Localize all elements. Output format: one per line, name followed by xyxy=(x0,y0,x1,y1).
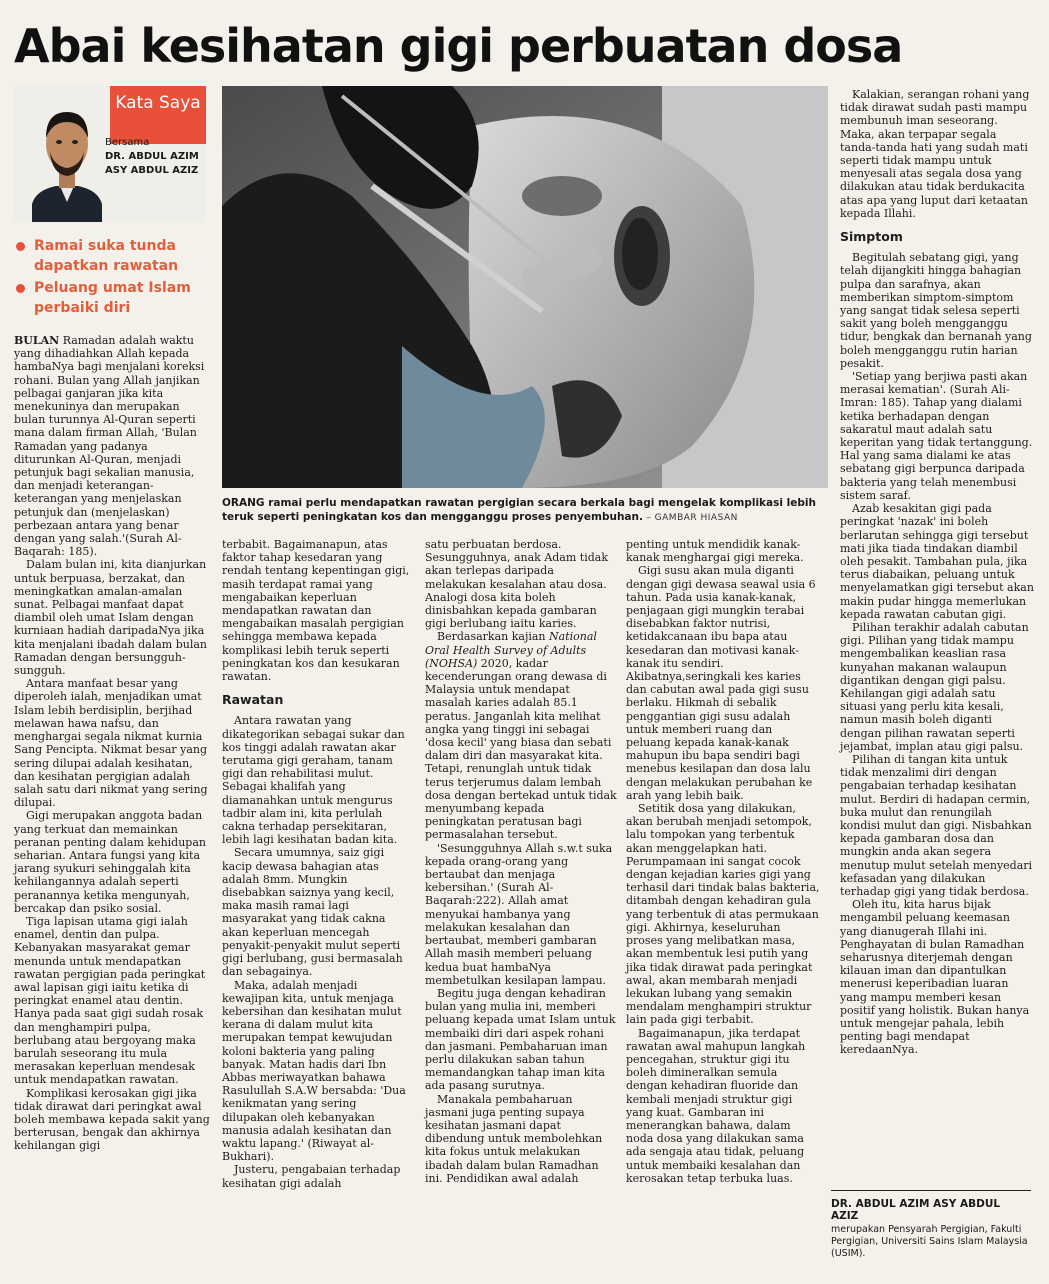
paragraph: Komplikasi kerosakan gigi jika tidak dirawat dari peringkat awal boleh membawa kepada sakit yang berterusan, bengak dan akhirnya kehilangan gigi xyxy=(14,1086,210,1153)
author-portrait xyxy=(22,92,112,222)
paragraph: Pilihan terakhir adalah cabutan gigi. Pilihan yang tidak mampu mengembalikan keaslian rasa kunyahan makanan walaupun digantikan dengan gigi palsu. Kehilangan gigi adalah satu situasi yang perlu kita kesali, namun masih boleh diganti dengan pilihan rawatan seperti jejambat, implan atau gigi palsu. xyxy=(840,620,1029,753)
caption-credit: – GAMBAR HIASAN xyxy=(646,513,738,523)
highlight-text: Peluang umat Islam perbaiki diri xyxy=(34,280,191,316)
article-column-1 xyxy=(14,334,210,1153)
paragraph: Secara umumnya, saiz gigi kacip dewasa bahagian atas adalah 8mm. Mungkin disebabkan saiznya yang kecil, maka masih ramai lagi masyarakat yang tidak cakna akan keperluan mencegah penyakit-penyakit mulut seperti gigi berlubang, gusi bermasalah dan sebagainya. xyxy=(222,846,403,979)
photo-caption xyxy=(222,496,828,525)
paragraph: penting untuk mendidik kanak-kanak menghargai gigi mereka. xyxy=(626,538,804,565)
paragraph: Dalam bulan ini, kita dianjurkan untuk berpuasa, berzakat, dan meningkatkan amalan-amalan sunat. Pelbagai manfaat dapat diambil oleh umat Islam dengan kurniaan hadiah daripadaNya jika kita menjalani ibadah dalam bulan Ramadan dengan bersungguh-sungguh. xyxy=(14,558,208,678)
highlight-text: Ramai suka tunda dapatkan rawatan xyxy=(34,238,179,274)
paragraph: Antara manfaat besar yang diperoleh ialah, menjadikan umat Islam lebih berdisiplin, berjihad melawan hawa nafsu, dan menghargai segala nikmat kurnia Sang Pencipta. Nikmat besar yang sering dilupai adalah kesihatan, dan kesihatan pergigian adalah salah satu dari nikmat yang sering dilupai. xyxy=(14,677,208,810)
caption-text: ORANG ramai perlu mendapatkan rawatan pergigian secara berkala bagi mengelak komplikasi lebih teruk seperti peningkatan kos dan mengganggu proses penyembuhan. xyxy=(222,497,816,523)
paragraph: Gigi susu akan mula diganti dengan gigi dewasa seawal usia 6 tahun. Pada usia kanak-kanak, penjagaan gigi mungkin terabai disebabkan faktor nutrisi, ketidakcanaan ibu bapa atau kesedaran dan motivasi kanak-kanak itu sendiri. Akibatnya,seringkali kes karies dan cabutan awal pada gigi susu berlaku. Hikmah di sebalik penggantian gigi susu adalah untuk memberi ruang dan peluang kepada kanak-kanak mahupun ibu bapa sendiri bagi menebus kesilapan dan dosa lalu dengan melakukan perubahan ke arah yang lebih baik. xyxy=(626,564,816,802)
paragraph: Azab kesakitan gigi pada peringkat 'nazak' ini boleh berlarutan sehingga gigi tersebut mati jika tiada tindakan diambil oleh pesakit. Tambahan pula, jika terus diabaikan, peluang untuk menyelamatkan gigi tersebut akan makin pudar hingga memerlukan kepada rawatan cabutan gigi. xyxy=(840,502,1034,621)
column-tag-text: Kata Saya xyxy=(115,93,201,113)
paragraph: Antara rawatan yang dikategorikan sebagai sukar dan kos tinggi adalah rawatan akar terutama gigi geraham, tanam gigi dan rehabilitasi mulut. Sebagai khalifah yang diamanahkan untuk mengurus tadbir alam ini, kita perlulah cakna terhadap persekitaran, lebih lagi kesihatan badan kita. xyxy=(222,714,405,847)
paragraph: 'Sesungguhnya Allah s.w.t suka kepada orang-orang yang bertaubat dan menjaga kebersihan.' (Surah Al-Baqarah:222). Allah amat menyukai hambanya yang melakukan kesalahan dan bertaubat, memberi gambaran Allah masih memberi peluang kedua buat hambaNya membetulkan kesilapan lampau. xyxy=(425,841,613,987)
byline-name: DR. ABDUL AZIM ASY ABDUL AZIZ xyxy=(105,151,199,176)
paragraph-text: Berdasarkan kajian xyxy=(437,630,550,644)
paragraph: Pilihan di tangan kita untuk tidak menzalimi diri dengan pengabaian terhadap kesihatan mulut. Berdiri di hadapan cermin, buka mulut dan renungilah kondisi mulut dan gigi. Nisbahkan kepada gambaran dosa dan mungkin anda akan segera menutup mulut setelah menyedari kefasadan yang dilakukan terhadap gigi yang tidak berdosa. xyxy=(840,752,1033,898)
dropcap-lead: BULAN xyxy=(14,334,60,347)
survey-title: National Oral Health Survey of Adults (NOHSA) xyxy=(425,630,597,670)
highlight-item xyxy=(14,236,209,276)
section-heading: Rawatan xyxy=(222,692,284,708)
article-column-2 xyxy=(222,538,412,1190)
paragraph: terbabit. Bagaimanapun, atas faktor tahap kesedaran yang rendah tentang kepentingan gigi, masih terdapat ramai yang mengabaikan keperluan mendapatkan rawatan dan mengabaikan masalah pergigian sehingga membawa kepada komplikasi lebih teruk seperti peningkatan kos dan kesukaran rawatan. xyxy=(222,538,410,684)
paragraph: Bagaimanapun, jika terdapat rawatan awal mahupun langkah pencegahan, struktur gigi itu boleh dimineralkan semula dengan kehadiran fluoride dan kembali menjadi struktur gigi yang kuat. Gambaran ini menerangkan bahawa, dalam noda dosa yang dilakukan sama ada sengaja atau tidak, peluang untuk membaiki kesalahan dan kerosakan tetap terbuka luas. xyxy=(626,1026,806,1185)
paragraph xyxy=(425,630,617,841)
paragraph: 'Setiap yang berjiwa pasti akan merasai kematian'. (Surah Ali-Imran: 185). Tahap yang dialami ketika berhadapan dengan sakaratul maut adalah satu keperitan yang tidak tertanggung. Hal yang sama dialami ke atas sebatang gigi berpunca daripada bakteria yang telah menembusi sistem saraf. xyxy=(840,370,1033,502)
paragraph-text: Ramadan adalah waktu yang dihadiahkan Allah kepada hambaNya bagi menjalani koreksi rohani. Bulan yang Allah janjikan pelbagai ganjaran jika kita menekuninya dan merupakan bulan turunnya Al-Quran seperti mana dalam firman Allah, 'Bulan Ramadan yang padanya diturunkan Al-Quran, menjadi petunjuk bagi sekalian manusia, dan menjadi keterangan-keterangan yang menjelaskan petunjuk dan (menjelaskan) perbezaan antara yang benar dengan yang salah.'(Surah Al- Baqarah: 185). xyxy=(14,334,205,559)
paragraph-text: 2020, kadar kecenderungan orang dewasa di Malaysia untuk mendapat masalah karies adalah 85.1 peratus. Janganlah kita melihat angka yang tinggi ini sebagai 'dosa kecil' yang biasa dan sebati dalam diri dan masyarakat kita. Tetapi, renunglah untuk tidak terus terjerumus dalam lembah dosa dengan bertekad untuk tidak menyumbang kepada peningkatan peratusan bagi permasalahan tersebut. xyxy=(425,656,617,842)
paragraph: satu perbuatan berdosa. Sesungguhnya, anak Adam tidak akan terlepas daripada melakukan kesalahan atau dosa. Analogi dosa kita boleh dinisbahkan kepada gambaran gigi berlubang iaitu karies. xyxy=(425,538,608,631)
article-column-3 xyxy=(425,538,617,1185)
paragraph: Begitu juga dengan kehadiran bulan yang mulia ini, memberi peluang kepada umat Islam untuk membaiki diri dari aspek rohani dan jasmani. Pembaharuan iman perlu dilakukan saban tahun memandangkan tahap iman kita ada pasang surutnya. xyxy=(425,986,616,1093)
article-column-4 xyxy=(626,538,820,1185)
highlights-list xyxy=(14,236,209,320)
paragraph: Maka, adalah menjadi kewajipan kita, untuk menjaga kebersihan dan kesihatan mulut kerana di dalam mulut kita merupakan tempat kewujudan koloni bakteria yang paling banyak. Matan hadis dari Ibn Abbas meriwayatkan bahawa Rasulullah S.A.W bersabda: 'Dua kenikmatan yang sering dilupakan oleh kebanyakan manusia adalah kesihatan dan waktu lapang.' (Riwayat al-Bukhari). xyxy=(222,978,406,1164)
divider xyxy=(831,1190,1031,1191)
highlight-item xyxy=(14,278,209,318)
byline xyxy=(105,136,205,178)
paragraph: Begitulah sebatang gigi, yang telah dijangkiti hingga bahagian pulpa dan sarafnya, akan memberikan simptom-simptom yang sangat tidak selesa seperti sakit yang boleh mengganggu tidur, bengkak dan bernanah yang boleh mengganggu rutin harian pesakit. xyxy=(840,251,1032,370)
paragraph: Manakala pembaharuan jasmani juga penting supaya kesihatan jasmani dapat dibendung untuk membolehkan kita fokus untuk melakukan ibadah dalam bulan Ramadhan ini. Pendidikan awal adalah xyxy=(425,1092,603,1185)
author-block xyxy=(831,1198,1031,1260)
paragraph: Kalakian, serangan rohani yang tidak dirawat sudah pasti mampu membunuh iman seseorang. Maka, akan terpapar segala tanda-tanda hati yang sudah mati seperti tidak mampu untuk menyesali atas segala dosa yang dilakukan atau tidak berdukacita atas apa yang luput dari ketaatan kepada Illahi. xyxy=(840,88,1030,220)
article-column-5 xyxy=(840,88,1034,1057)
paragraph xyxy=(14,334,210,558)
section-heading: Simptom xyxy=(840,229,903,245)
paragraph: Tiga lapisan utama gigi ialah enamel, dentin dan pulpa. Kebanyakan masyarakat gemar menunda untuk mendapatkan rawatan pergigian pada peringkat awal lapisan gigi iaitu ketika di peringkat enamel atau dentin. Hanya pada saat gigi sudah rosak dan menghampiri pulpa, berlubang atau bergoyang maka barulah seseorang itu mula merasakan keperluan mendesak untuk mendapatkan rawatan. xyxy=(14,914,206,1087)
paragraph: Oleh itu, kita harus bijak mengambil peluang keemasan yang dianugerah Illahi ini. Penghayatan di bulan Ramadhan seharusnya diterjemah dengan kilauan iman dan dipantulkan menerusi keperibadian luaran yang mampu memberi kesan positif yang holistik. Bukan hanya untuk mengejar pahala, lebih penting bagi mendapat keredaanNya. xyxy=(840,898,1030,1057)
bullet-icon xyxy=(16,284,25,293)
bullet-icon xyxy=(16,242,25,251)
author-bio: merupakan Pensyarah Pergigian, Fakulti Pergigian, Universiti Sains Islam Malaysia (USIM). xyxy=(831,1224,1028,1259)
author-name: DR. ABDUL AZIM ASY ABDUL AZIZ xyxy=(831,1198,1001,1222)
paragraph: Gigi merupakan anggota badan yang terkuat dan memainkan peranan penting dalam kehidupan seharian. Antara fungsi yang kita jarang syukuri sehinggalah kita kehilangannya adalah seperti peranannya ketika mengunyah, bercakap dan psiko sosial. xyxy=(14,809,206,915)
dental-photo xyxy=(222,86,828,488)
paragraph: Setitik dosa yang dilakukan, akan berubah menjadi setompok, lalu tompokan yang terbentuk akan menggelapkan hati. Perumpamaan ini sangat cocok dengan kejadian karies gigi yang terhasil dari tindak balas bakteria, ditambah dengan kehadiran gula yang terbentuk di atas permukaan gigi. Akhirnya, keseluruhan proses yang melibatkan masa, akan membentuk lesi putih yang jika tidak dirawat pada peringkat awal, akan membarah menjadi lekukan lubang yang semakin mendalam menghampiri struktur lain pada gigi terbabit. xyxy=(626,802,820,1027)
paragraph: Justeru, pengabaian terhadap kesihatan gigi adalah xyxy=(222,1163,401,1190)
byline-prefix: Bersama xyxy=(105,137,150,148)
headline: Abai kesihatan gigi perbuatan dosa xyxy=(14,19,903,73)
